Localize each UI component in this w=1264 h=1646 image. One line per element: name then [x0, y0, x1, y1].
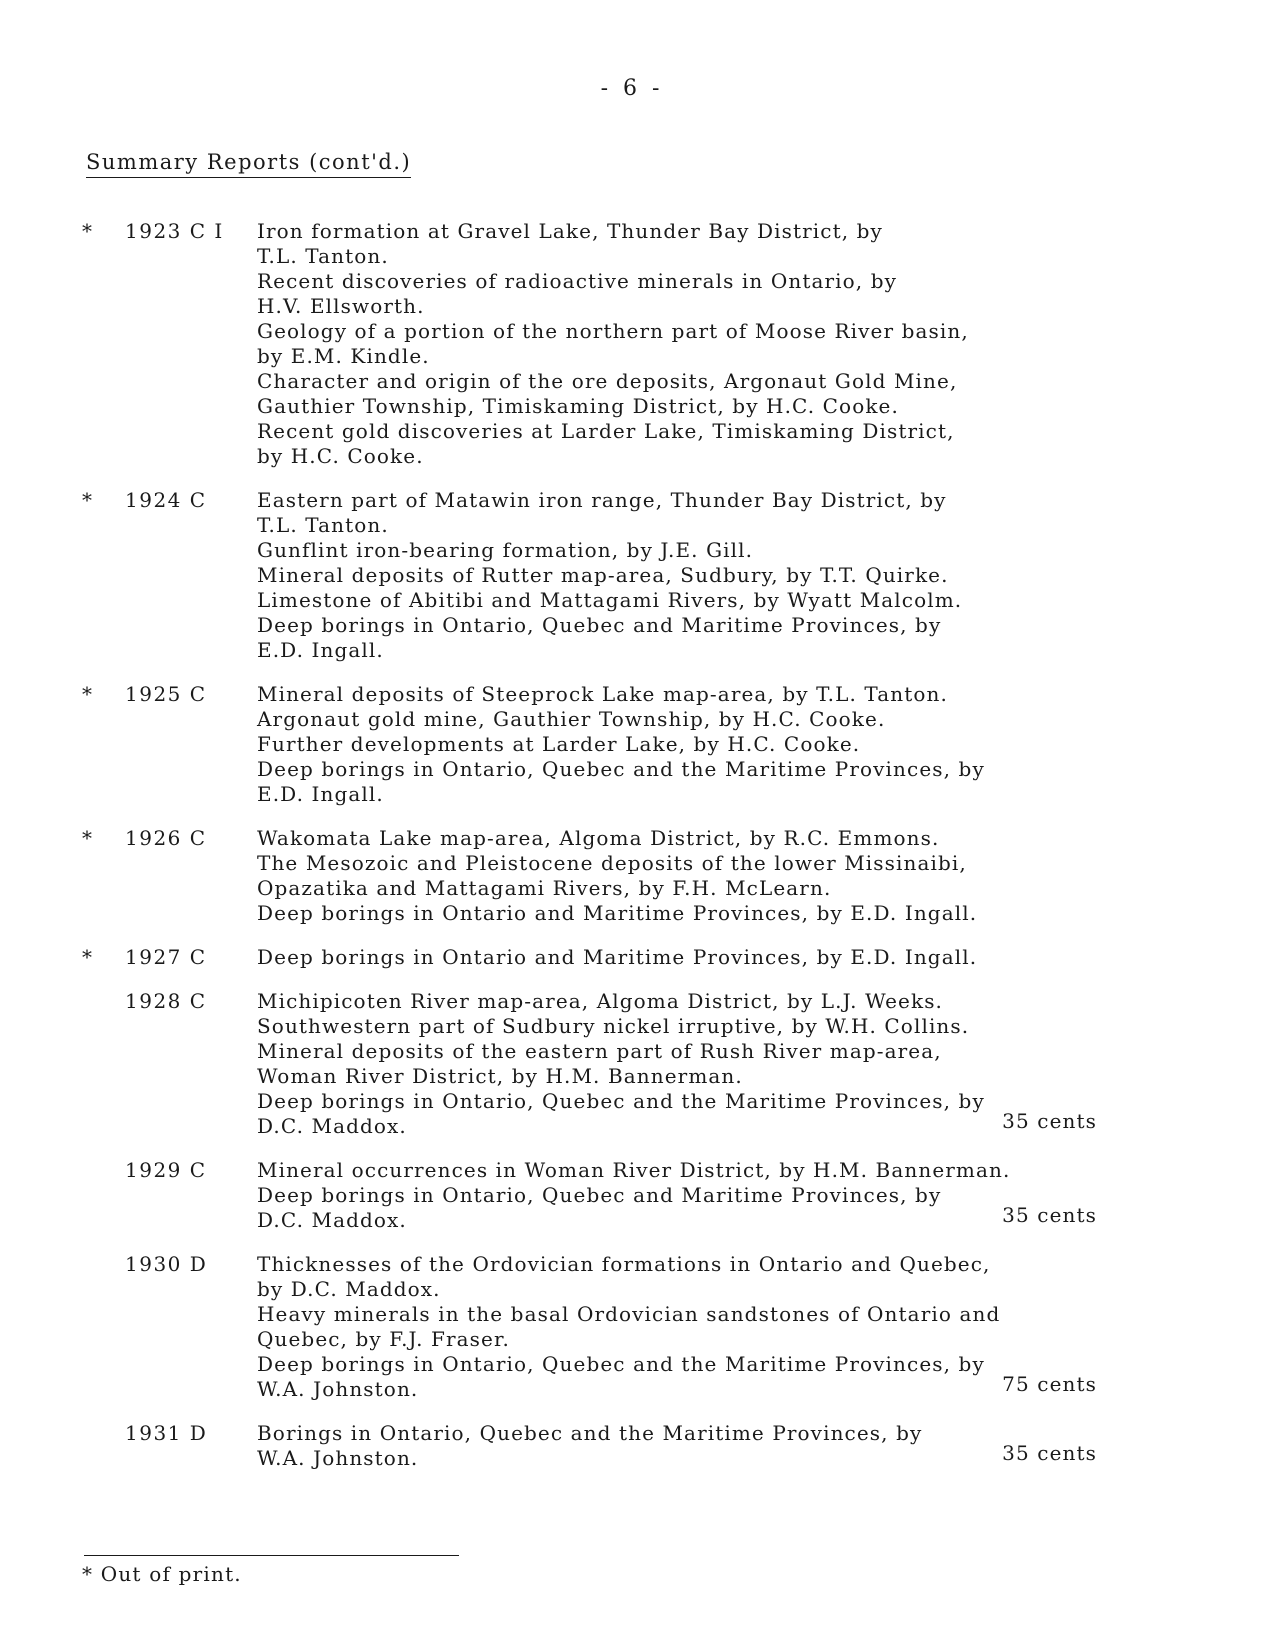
report-line: Deep borings in Ontario and Maritime Provinces, by E.D. Ingall.: [257, 901, 978, 925]
report-line: Limestone of Abitibi and Mattagami Rivers, by Wyatt Malcolm.: [257, 588, 963, 612]
report-line: Opazatika and Mattagami Rivers, by F.H. McLearn.: [257, 876, 832, 900]
report-line: E.D. Ingall.: [257, 782, 384, 806]
report-line: Deep borings in Ontario, Quebec and the Maritime Provinces, by: [257, 757, 985, 781]
report-line: Southwestern part of Sudbury nickel irruptive, by W.H. Collins.: [257, 1014, 970, 1038]
report-line: D.C. Maddox. 35 cents: [257, 1109, 1097, 1138]
report-entry: [0, 826, 1264, 926]
report-description: [257, 1158, 1157, 1233]
report-entry: [0, 1421, 1264, 1471]
report-line: Heavy minerals in the basal Ordovician sandstones of Ontario and: [257, 1302, 1001, 1326]
report-line: Deep borings in Ontario, Quebec and the Maritime Provinces, by: [257, 1352, 985, 1376]
report-entry: [0, 945, 1264, 970]
report-line: by E.M. Kindle.: [257, 344, 430, 368]
report-line: Geology of a portion of the northern part of Moose River basin,: [257, 319, 969, 343]
report-line: Eastern part of Matawin iron range, Thunder Bay District, by: [257, 488, 947, 512]
report-line: Mineral deposits of Rutter map-area, Sudbury, by T.T. Quirke.: [257, 563, 949, 587]
report-description: [257, 989, 1157, 1139]
report-entry: [0, 1252, 1264, 1402]
report-line: Iron formation at Gravel Lake, Thunder Bay District, by: [257, 219, 883, 243]
out-of-print-marker: *: [82, 219, 92, 243]
report-line: Thicknesses of the Ordovician formations in Ontario and Quebec,: [257, 1252, 991, 1276]
report-line: W.A. Johnston. 35 cents: [257, 1441, 1097, 1470]
report-line: Deep borings in Ontario, Quebec and Maritime Provinces, by: [257, 1183, 942, 1207]
report-price: 35 cents: [1002, 1441, 1097, 1465]
report-entry: [0, 1158, 1264, 1233]
report-code: 1929 C: [125, 1158, 207, 1182]
report-code: 1924 C: [125, 488, 207, 512]
report-code: 1927 C: [125, 945, 207, 969]
report-price: 75 cents: [1002, 1372, 1097, 1396]
report-line: Mineral deposits of Steeprock Lake map-area, by T.L. Tanton.: [257, 682, 948, 706]
report-line: H.V. Ellsworth.: [257, 294, 425, 318]
report-line: E.D. Ingall.: [257, 638, 384, 662]
report-list: [0, 219, 1264, 1490]
section-heading: Summary Reports (cont'd.): [86, 150, 411, 178]
report-code: 1931 D: [125, 1421, 208, 1445]
report-description: [257, 1421, 1157, 1471]
page-number: - 6 -: [600, 76, 664, 101]
report-line: Mineral occurrences in Woman River District, by H.M. Bannerman.: [257, 1158, 1011, 1182]
report-line: Deep borings in Ontario, Quebec and the Maritime Provinces, by: [257, 1089, 985, 1113]
report-line: Deep borings in Ontario, Quebec and Maritime Provinces, by: [257, 613, 942, 637]
out-of-print-marker: *: [82, 682, 92, 706]
report-entry: [0, 682, 1264, 807]
report-line: Deep borings in Ontario and Maritime Provinces, by E.D. Ingall.: [257, 945, 978, 969]
out-of-print-marker: *: [82, 945, 92, 969]
report-line: Wakomata Lake map-area, Algoma District, by R.C. Emmons.: [257, 826, 940, 850]
report-code: 1928 C: [125, 989, 207, 1013]
report-code: 1923 C I: [125, 219, 224, 243]
report-line: Gauthier Township, Timiskaming District, by H.C. Cooke.: [257, 394, 899, 418]
report-entry: [0, 219, 1264, 469]
report-line: Gunflint iron-bearing formation, by J.E. Gill.: [257, 538, 754, 562]
report-line: W.A. Johnston. 75 cents: [257, 1372, 1097, 1401]
report-price: 35 cents: [1002, 1203, 1097, 1227]
report-line: Character and origin of the ore deposits, Argonaut Gold Mine,: [257, 369, 958, 393]
report-code: 1930 D: [125, 1252, 208, 1276]
report-code: 1926 C: [125, 826, 207, 850]
report-description: [257, 682, 1157, 807]
report-line: D.C. Maddox. 35 cents: [257, 1203, 1097, 1232]
report-price: 35 cents: [1002, 1109, 1097, 1133]
report-line: Borings in Ontario, Quebec and the Maritime Provinces, by: [257, 1421, 923, 1445]
report-line: Michipicoten River map-area, Algoma District, by L.J. Weeks.: [257, 989, 944, 1013]
report-entry: [0, 488, 1264, 663]
out-of-print-marker: *: [82, 826, 92, 850]
report-line: Mineral deposits of the eastern part of Rush River map-area,: [257, 1039, 942, 1063]
report-line: Woman River District, by H.M. Bannerman.: [257, 1064, 743, 1088]
report-line: Recent discoveries of radioactive minerals in Ontario, by: [257, 269, 898, 293]
report-description: [257, 945, 1157, 970]
footnote-divider: [84, 1555, 459, 1556]
report-line: Further developments at Larder Lake, by H.C. Cooke.: [257, 732, 861, 756]
report-line: The Mesozoic and Pleistocene deposits of the lower Missinaibi,: [257, 851, 967, 875]
report-description: [257, 219, 1157, 469]
report-line: Argonaut gold mine, Gauthier Township, by H.C. Cooke.: [257, 707, 886, 731]
report-code: 1925 C: [125, 682, 207, 706]
report-line: Recent gold discoveries at Larder Lake, Timiskaming District,: [257, 419, 955, 443]
report-line: T.L. Tanton.: [257, 513, 389, 537]
report-line: by H.C. Cooke.: [257, 444, 424, 468]
report-line: T.L. Tanton.: [257, 244, 389, 268]
report-line: by D.C. Maddox.: [257, 1277, 441, 1301]
report-description: [257, 826, 1157, 926]
report-description: [257, 1252, 1157, 1402]
report-description: [257, 488, 1157, 663]
footnote: * Out of print.: [82, 1562, 242, 1586]
report-line: Quebec, by F.J. Fraser.: [257, 1327, 510, 1351]
report-entry: [0, 989, 1264, 1139]
out-of-print-marker: *: [82, 488, 92, 512]
